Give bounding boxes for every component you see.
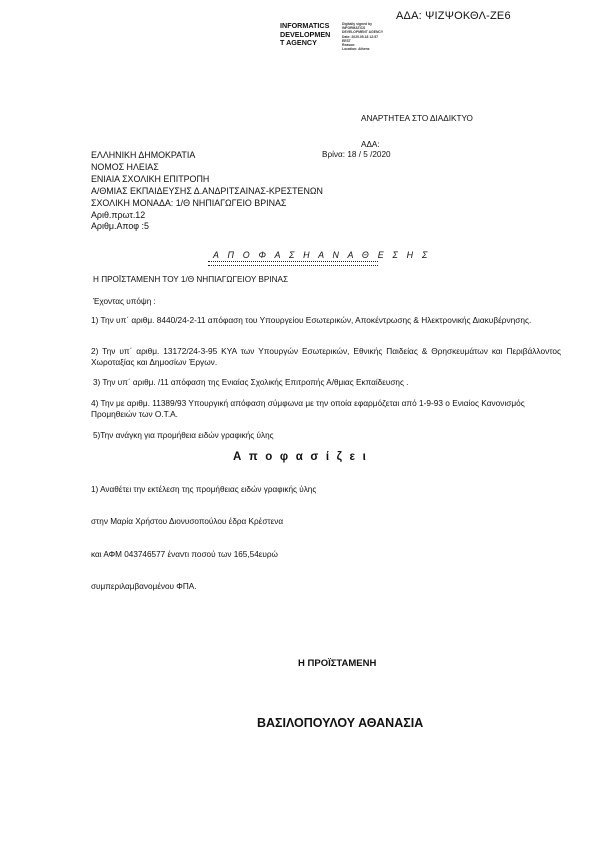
stamp-line: INFORMATICS [280, 21, 330, 30]
consideration-item-2: 2) Την υπ΄ αριθμ. 13172/24-3-95 ΚΥΑ των Υπουργών Εσωτερικών, Εθνικής Παιδείας & Θρησκευμάτων και Περιβάλλοντος Χωροταξίας και Δημοσίων Έργων. [91, 346, 561, 368]
considering-label: Έχοντας υπόψη : [93, 297, 156, 306]
issuer-line: ΕΝΙΑΙΑ ΣΧΟΛΙΚΗ ΕΠΙΤΡΟΠΗ [91, 173, 210, 184]
digital-signature-details [342, 22, 383, 51]
decision-number: Αριθμ.Αποφ :5 [91, 221, 149, 232]
issuer-line: ΝΟΜΟΣ ΗΛΕΙΑΣ [91, 161, 159, 172]
title-underline [208, 261, 378, 266]
internet-post-notice: ΑΝΑΡΤΗΤΕΑ ΣΤΟ ΔΙΑΔΙΚΤΥΟ [361, 114, 473, 123]
issuer-block [91, 150, 323, 233]
head-of-school: Η ΠΡΟΪΣΤΑΜΕΝΗ ΤΟΥ 1/Θ ΝΗΠΙΑΓΩΓΕΙΟΥ ΒΡΙΝΑΣ [93, 275, 289, 284]
consideration-item-5: 5)Την ανάγκη για προμήθεια ειδών γραφικής ύλης [93, 431, 274, 440]
stamp-detail-line: INFORMATICS [342, 26, 366, 31]
document-date: Βρίνα: 18 / 5 /2020 [322, 150, 391, 159]
consideration-item-1: 1) Την υπ΄ αριθμ. 8440/24-2-11 απόφαση του Υπουργείου Εσωτερικών, Αποκέντρωσης & Ηλεκτρονικής Διακυβέρνησης. [91, 315, 532, 325]
decision-body-line: 1) Αναθέτει την εκτέλεση της προμήθειας ειδών γραφικής ύλης [91, 485, 317, 494]
issuer-line: ΣΧΟΛΙΚΗ ΜΟΝΑΔΑ: 1/Θ ΝΗΠΙΑΓΩΓΕΙΟ ΒΡΙΝΑΣ [91, 197, 287, 208]
decision-body-line: στην Μαρία Χρήστου Διονυσοπούλου έδρα Κρέστενα [91, 517, 284, 526]
issuer-line: ΕΛΛΗΝΙΚΗ ΔΗΜΟΚΡΑΤΙΑ [91, 150, 196, 160]
decides-heading: Α π ο φ α σ ί ζ ε ι [233, 451, 368, 463]
decision-body-line: και ΑΦΜ 043746577 έναντι ποσού των 165,54ευρώ [91, 550, 278, 559]
digital-signature-stamp [280, 22, 330, 48]
signatory-role: Η ΠΡΟΪΣΤΑΜΕΝΗ [298, 658, 377, 669]
signatory-name: ΒΑΣΙΛΟΠΟΥΛΟΥ ΑΘΑΝΑΣΙΑ [257, 716, 424, 730]
stamp-detail-line: DEVELOPMENT AGENCY [342, 30, 384, 35]
issuer-line: Α/ΘΜΙΑΣ ΕΚΠΑΙΔΕΥΣΗΣ Δ.ΑΝΔΡΙΤΣΑΙΝΑΣ-ΚΡΕΣΤΕΝΩΝ [91, 185, 323, 196]
stamp-detail-line: Digitally signed by [342, 22, 372, 26]
stamp-detail-line: Reason: [342, 43, 356, 48]
ada-top-code: ΑΔΑ: ΨΙΖΨΟΚΘΛ-ΖΕ6 [396, 10, 511, 22]
decision-title: Α Π Ο Φ Α Σ Η Α Ν Α Θ Ε Σ Η Σ [213, 250, 431, 260]
stamp-line: T AGENCY [280, 38, 317, 47]
stamp-detail-line: EEST [342, 38, 351, 43]
decision-body-line: συμπεριλαμβανομένου ΦΠΑ. [91, 582, 197, 591]
stamp-detail-line: Date: 2020.05.18 12:57 [342, 34, 379, 39]
consideration-item-3: 3) Την υπ΄ αριθμ. /11 απόφαση της Ενιαίας Σχολικής Επιτροπής Α/θμιας Εκπαίδευσης . [93, 378, 409, 387]
ada-label: ΑΔΑ: [361, 140, 380, 149]
protocol-number: Αριθ.πρωτ.12 [91, 209, 146, 220]
consideration-item-4: 4) Την με αριθμ. 11389/93 Υπουργική απόφαση σύμφωνα με την οποία εφαρμόζεται από 1-9-93 ο Ενιαίος Κανονισμός Προμηθειών των Ο.Τ.Α. [91, 398, 525, 420]
stamp-detail-line: Location: Athens [342, 47, 370, 52]
stamp-line: DEVELOPMEN [280, 29, 331, 39]
